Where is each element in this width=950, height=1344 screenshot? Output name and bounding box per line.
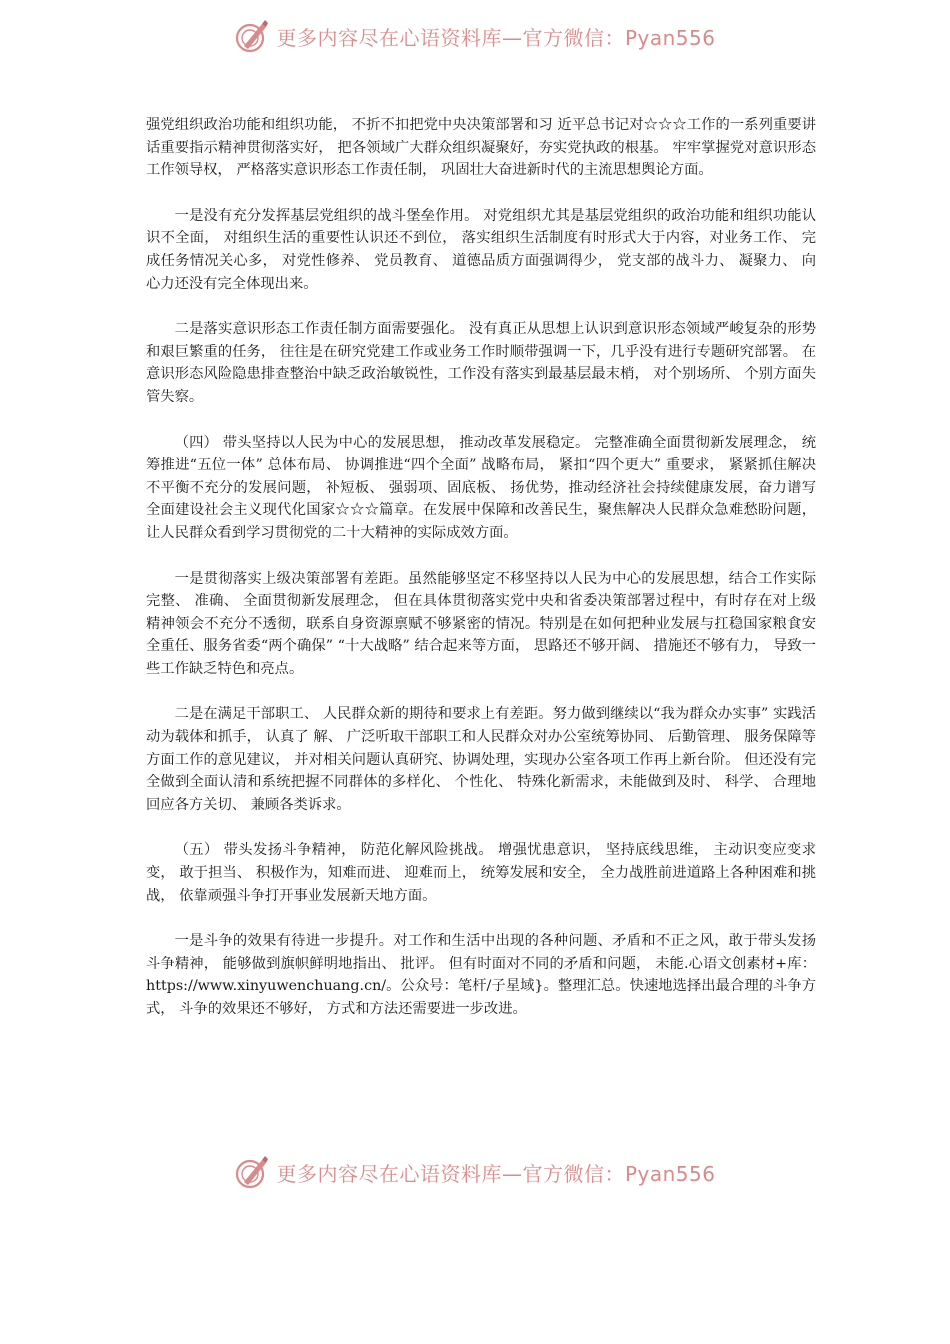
paragraph: 一是没有充分发挥基层党组织的战斗堡垒作用。 对党组织尤其是基层党组织的政治功能和组织功能认识不全面， 对组织生活的重要性认识还不到位， 落实组织生活制度有时形式大于内容，对业务工作、 完成任务情况关心多， 对党性修养、 党员教育、 道德品质方面强调得少， 党支部的战斗力、 凝聚力、 向心力还没有完全体现出来。 bbox=[146, 207, 816, 292]
paragraph: 一是斗争的效果有待进一步提升。对工作和生活中出现的各种问题、矛盾和不正之风，敢于带头发扬斗争精神， 能够做到旗帜鲜明地指出、 批评。 但有时面对不同的矛盾和问题， 未能.心语文创素材+库：https://www.xinyuwenchuang.cn/。公众号：笔杆/子星域}。整理汇总。快速地选择出最合理的斗争方式， 斗争的效果还不够好， 方式和方法还需要进一步改进。 bbox=[146, 933, 816, 1017]
paragraph: 一是贯彻落实上级决策部署有差距。虽然能够坚定不移坚持以人民为中心的发展思想，结合工作实际完整、 准确、 全面贯彻新发展理念， 但在具体贯彻落实党中央和省委决策部署过程中，有时存在对上级精神领会不充分不透彻，联系自身资源禀赋不够紧密的情况。特别是在如何把种业发展与扛稳国家粮食安全重任、服务省委“两个确保” “十大战略” 结合起来等方面， 思路还不够开阔、 措施还不够有力， 导致一些工作缺乏特色和亮点。 bbox=[146, 570, 816, 677]
section-heading-paragraph: （五） 带头发扬斗争精神， 防范化解风险挑战。 增强忧患意识， 坚持底线思维， 主动识变应变求变， 敢于担当、 积极作为，知难而进、 迎难而上， 统筹发展和安全， 全力战胜前进道路上各种困难和挑战， 依靠顽强斗争打开事业发展新天地方面。 bbox=[146, 842, 816, 904]
watermark-text-bottom: 更多内容尽在心语资料库—官方微信：Pyan556 bbox=[276, 1161, 716, 1186]
paragraph: 二是落实意识形态工作责任制方面需要强化。 没有真正从思想上认识到意识形态领域严峻复杂的形势和艰巨繁重的任务， 往往是在研究党建工作或业务工作时顺带强调一下，几乎没有进行专题研究部署。 在意识形态风险隐患排查整治中缺乏政治敏锐性，工作没有落实到最基层最末梢， 对个别场所、 个别方面失管失察。 bbox=[146, 321, 816, 405]
watermark-banner-top bbox=[0, 14, 950, 58]
pen-logo-icon bbox=[234, 18, 270, 54]
document-body bbox=[146, 114, 816, 1044]
paragraph: 强党组织政治功能和组织功能， 不折不扣把党中央决策部署和习 近平总书记对☆☆☆工作的一系列重要讲话重要指示精神贯彻落实好， 把各领域广大群众组织凝聚好，夯实党执政的根基。 牢牢掌握党对意识形态工作领导权， 严格落实意识形态工作责任制， 巩固壮大奋进新时代的主流思想舆论方面。 bbox=[146, 117, 816, 179]
paragraph: 二是在满足干部职工、 人民群众新的期待和要求上有差距。努力做到继续以“我为群众办实事” 实践活动为载体和抓手， 认真了 解、 广泛听取干部职工和人民群众对办公室统筹协同、 后勤管理、 服务保障等方面工作的意见建议， 并对相关问题认真研究、协调处理，实现办公室各项工作再上新台阶。 但还没有完全做到全面认清和系统把握不同群体的多样化、 个性化、 特殊化新需求，未能做到及时、 科学、 合理地回应各方关切、 兼顾各类诉求。 bbox=[146, 706, 816, 813]
pen-logo-icon bbox=[234, 1154, 270, 1190]
watermark-text-top: 更多内容尽在心语资料库—官方微信：Pyan556 bbox=[276, 25, 716, 50]
watermark-banner-bottom bbox=[0, 1150, 950, 1194]
section-heading-paragraph: （四） 带头坚持以人民为中心的发展思想， 推动改革发展稳定。 完整准确全面贯彻新发展理念， 统筹推进“五位一体” 总体布局、 协调推进“四个全面” 战略布局， 紧扣“四个更大” 重要求， 紧紧抓住解决不平衡不充分的发展问题， 补短板、 强弱项、固底板、 扬优势，推动经济社会持续健康发展，奋力谱写全面建设社会主义现代化国家☆☆☆篇章。在发展中保障和改善民生，聚焦解决人民群众急难愁盼问题， 让人民群众看到学习贯彻党的二十大精神的实际成效方面。 bbox=[146, 434, 816, 541]
